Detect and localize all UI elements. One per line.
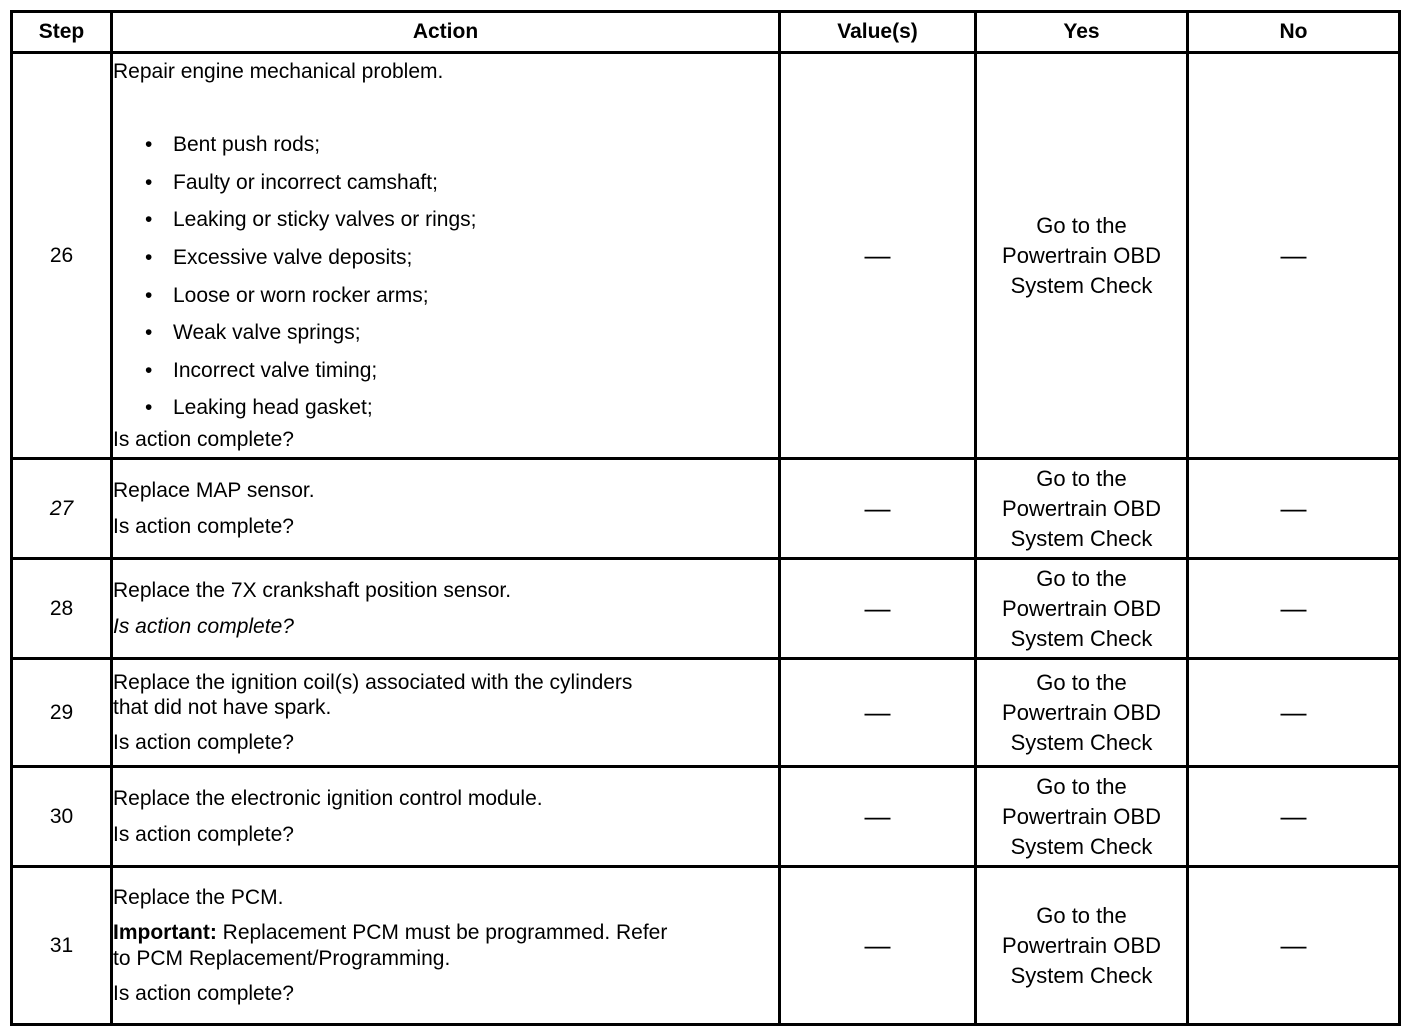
completion-question: Is action complete? — [113, 822, 294, 846]
action-intro: Repair engine mechanical problem. — [113, 59, 444, 83]
list-item: • Excessive valve deposits; — [145, 239, 778, 277]
list-item: • Faulty or incorrect camshaft; — [145, 164, 778, 202]
bullet-icon: • — [145, 358, 153, 382]
yes-cell: Go to the Powertrain OBD System Check — [976, 559, 1188, 659]
table-row-step-29 — [12, 659, 1400, 767]
action-intro: Replace the electronic ignition control module. — [113, 787, 543, 811]
list-item: • Incorrect valve timing; — [145, 352, 778, 390]
important-note: Important: Replacement PCM must be programmed. Refer — [113, 921, 668, 945]
bullet-icon: • — [145, 170, 153, 194]
header-action: Action — [112, 12, 780, 53]
reason-list — [113, 126, 778, 427]
bullet-icon: • — [145, 283, 153, 307]
step-number: 30 — [12, 767, 112, 867]
value-cell: — — [780, 659, 976, 767]
action-cell — [112, 767, 780, 867]
header-step: Step — [12, 12, 112, 53]
step-number: 29 — [12, 659, 112, 767]
list-item: • Loose or worn rocker arms; — [145, 277, 778, 315]
action-cell — [112, 659, 780, 767]
diagnostic-table — [10, 10, 1401, 1026]
completion-question: Is action complete? — [113, 514, 294, 538]
header-no: No — [1188, 12, 1400, 53]
value-cell: — — [780, 459, 976, 559]
bullet-icon: • — [145, 208, 153, 232]
action-intro: Replace MAP sensor. — [113, 479, 315, 503]
bullet-icon: • — [145, 321, 153, 345]
list-item: • Bent push rods; — [145, 126, 778, 164]
yes-cell: Go to the Powertrain OBD System Check — [976, 53, 1188, 459]
header-row — [12, 12, 1400, 53]
list-item: • Weak valve springs; — [145, 314, 778, 352]
no-cell: — — [1188, 867, 1400, 1025]
action-intro-line-1: Replace the ignition coil(s) associated with the cylinders — [113, 670, 633, 694]
action-cell — [112, 459, 780, 559]
yes-cell: Go to the Powertrain OBD System Check — [976, 459, 1188, 559]
action-intro-line-2: that did not have spark. — [113, 695, 332, 719]
table-row-step-30 — [12, 767, 1400, 867]
table-row-step-28 — [12, 559, 1400, 659]
yes-cell: Go to the Powertrain OBD System Check — [976, 659, 1188, 767]
table-row-step-27 — [12, 459, 1400, 559]
yes-cell: Go to the Powertrain OBD System Check — [976, 867, 1188, 1025]
bullet-icon: • — [145, 133, 153, 157]
step-number: 31 — [12, 867, 112, 1025]
header-yes: Yes — [976, 12, 1188, 53]
important-label: Important: — [113, 921, 217, 945]
no-cell: — — [1188, 659, 1400, 767]
completion-question: Is action complete? — [113, 981, 294, 1005]
step-number: 27 — [12, 459, 112, 559]
action-cell — [112, 559, 780, 659]
no-cell: — — [1188, 559, 1400, 659]
completion-question: Is action complete? — [113, 614, 294, 638]
value-cell: — — [780, 53, 976, 459]
action-cell — [112, 867, 780, 1025]
table-row-step-31 — [12, 867, 1400, 1025]
step-number: 28 — [12, 559, 112, 659]
value-cell: — — [780, 867, 976, 1025]
table-row-step-26 — [12, 53, 1400, 459]
header-values: Value(s) — [780, 12, 976, 53]
value-cell: — — [780, 767, 976, 867]
yes-cell: Go to the Powertrain OBD System Check — [976, 767, 1188, 867]
step-number: 26 — [12, 53, 112, 459]
important-note-line-2: to PCM Replacement/Programming. — [113, 946, 451, 970]
no-cell: — — [1188, 53, 1400, 459]
bullet-icon: • — [145, 245, 153, 269]
completion-question: Is action complete? — [113, 427, 294, 451]
value-cell: — — [780, 559, 976, 659]
action-intro: Replace the 7X crankshaft position sensor. — [113, 579, 512, 603]
diagnostic-page — [10, 10, 1398, 1022]
no-cell: — — [1188, 767, 1400, 867]
no-cell: — — [1188, 459, 1400, 559]
bullet-icon: • — [145, 396, 153, 420]
action-intro: Replace the PCM. — [113, 886, 284, 910]
list-item: • Leaking or sticky valves or rings; — [145, 201, 778, 239]
list-item: • Leaking head gasket; — [145, 389, 778, 427]
action-cell — [112, 53, 780, 459]
completion-question: Is action complete? — [113, 731, 294, 755]
